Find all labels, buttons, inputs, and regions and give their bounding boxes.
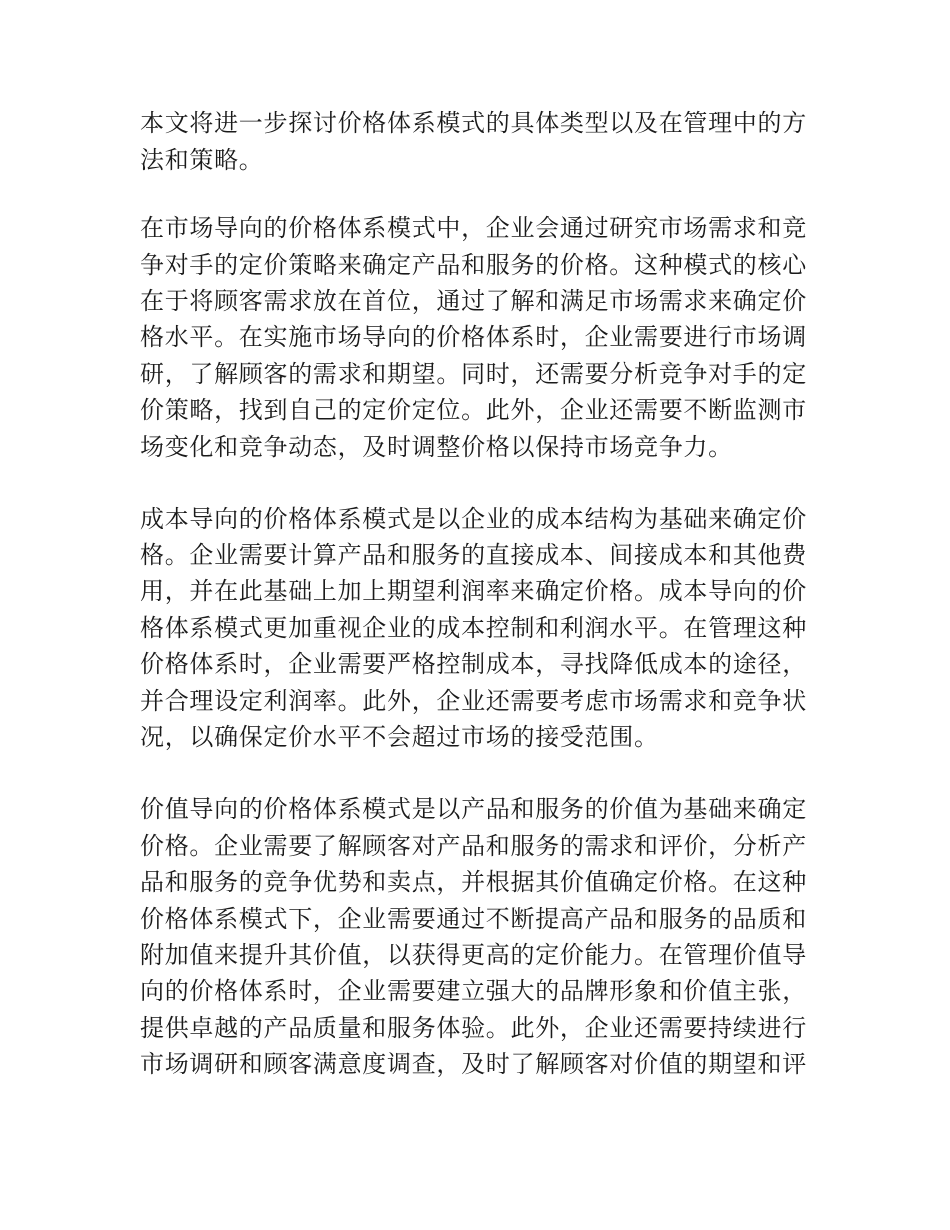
paragraph-2-line-5: 研，了解顾客的需求和期望。同时，还需要分析竞争对手的定 <box>140 360 807 388</box>
paragraph-4-line-7: 提供卓越的产品质量和服务体验。此外，企业还需要持续进行 <box>140 1014 807 1042</box>
paragraph-4-line-1: 价值导向的价格体系模式是以产品和服务的价值为基础来确定 <box>140 795 807 823</box>
paragraph-3-line-5: 价格体系时，企业需要严格控制成本，寻找降低成本的途径， <box>140 650 807 678</box>
paragraph-3-line-6: 并合理设定利润率。此外，企业还需要考虑市场需求和竞争状 <box>140 687 807 715</box>
paragraph-2-line-2: 争对手的定价策略来确定产品和服务的价格。这种模式的核心 <box>140 251 807 279</box>
paragraph-4-line-2: 价格。企业需要了解顾客对产品和服务的需求和评价，分析产 <box>140 832 807 860</box>
paragraph-4-line-4: 价格体系模式下，企业需要通过不断提高产品和服务的品质和 <box>140 905 807 933</box>
paragraph-4-line-5: 附加值来提升其价值，以获得更高的定价能力。在管理价值导 <box>140 941 807 969</box>
paragraph-2-line-3: 在于将顾客需求放在首位，通过了解和满足市场需求来确定价 <box>140 287 807 315</box>
paragraph-1-line-1: 本文将进一步探讨价格体系模式的具体类型以及在管理中的方 <box>140 109 807 137</box>
paragraph-2-line-4: 格水平。在实施市场导向的价格体系时，企业需要进行市场调 <box>140 323 807 351</box>
paragraph-4-line-6: 向的价格体系时，企业需要建立强大的品牌形象和价值主张， <box>140 977 807 1005</box>
paragraph-4-line-3: 品和服务的竞争优势和卖点，并根据其价值确定价格。在这种 <box>140 868 807 896</box>
paragraph-1-line-2: 法和策略。 <box>140 146 264 174</box>
paragraph-3-line-3: 用，并在此基础上加上期望利润率来确定价格。成本导向的价 <box>140 577 807 605</box>
paragraph-3-line-7: 况，以确保定价水平不会超过市场的接受范围。 <box>140 723 659 751</box>
paragraph-3-line-1: 成本导向的价格体系模式是以企业的成本结构为基础来确定价 <box>140 505 807 533</box>
paragraph-2-line-1: 在市场导向的价格体系模式中，企业会通过研究市场需求和竞 <box>140 214 807 242</box>
paragraph-3-line-2: 格。企业需要计算产品和服务的直接成本、间接成本和其他费 <box>140 541 807 569</box>
paragraph-3-line-4: 格体系模式更加重视企业的成本控制和利润水平。在管理这种 <box>140 614 807 642</box>
paragraph-4-line-8: 市场调研和顾客满意度调查，及时了解顾客对价值的期望和评 <box>140 1050 807 1078</box>
paragraph-2-line-7: 场变化和竞争动态，及时调整价格以保持市场竞争力。 <box>140 433 733 461</box>
paragraph-2-line-6: 价策略，找到自己的定价定位。此外，企业还需要不断监测市 <box>140 396 807 424</box>
